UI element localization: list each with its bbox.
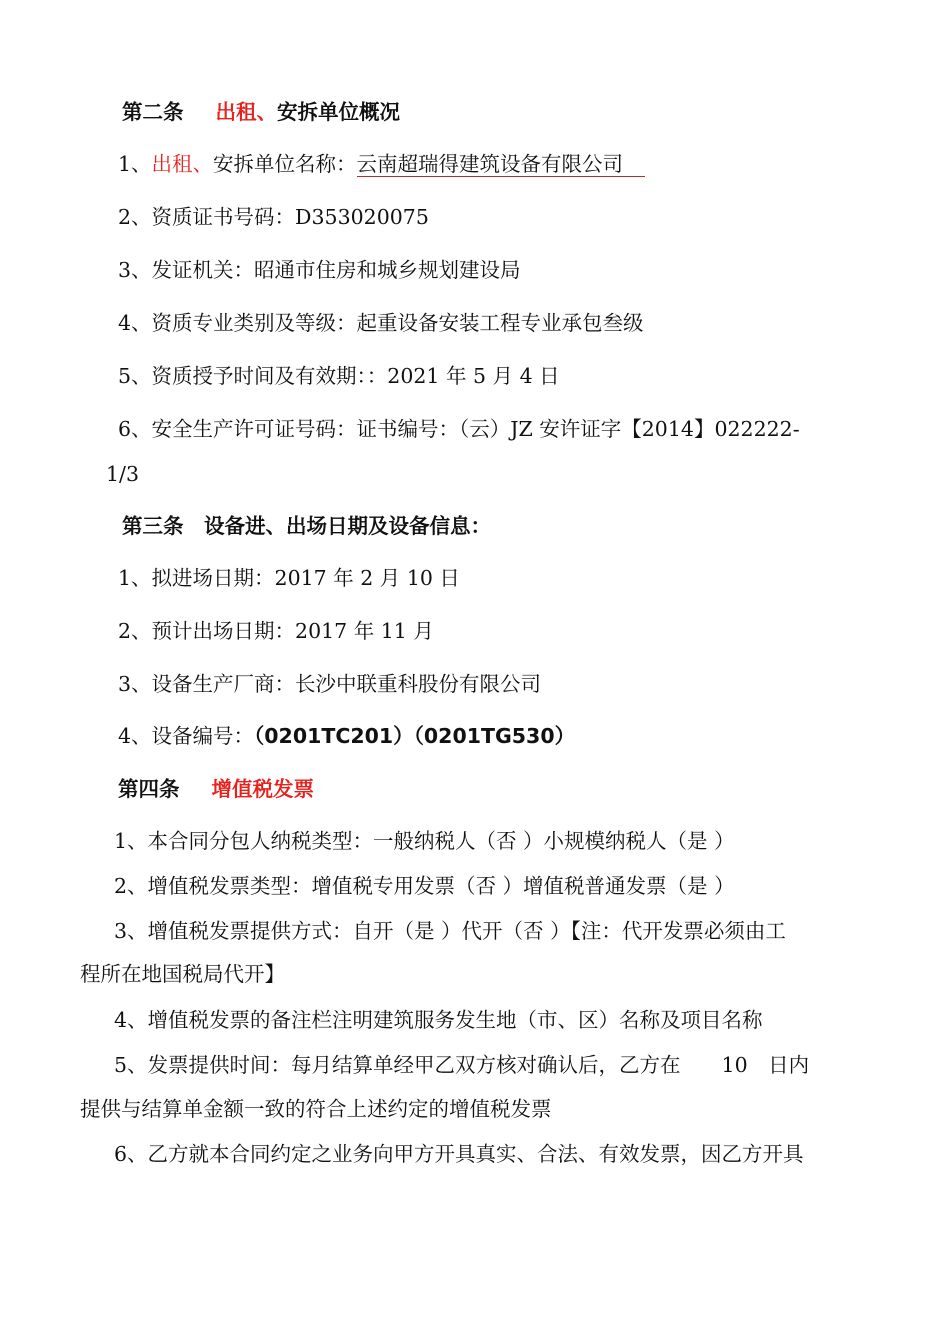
art4-item-2: 2、增值税发票类型：增值税专用发票（否 ）增值税普通发票（是 ） (114, 874, 735, 898)
article-2-heading (122, 98, 400, 126)
company-name-value: 云南超瑞得建筑设备有限公司 (357, 152, 646, 177)
art4-item-5-cont: 提供与结算单金额一致的符合上述约定的增值税发票 (80, 1097, 552, 1121)
art3-item-3: 3、设备生产厂商：长沙中联重科股份有限公司 (118, 672, 542, 696)
article-3-heading: 第三条 设备进、出场日期及设备信息： (122, 514, 491, 538)
art2-item-3: 3、发证机关：昭通市住房和城乡规划建设局 (118, 258, 521, 282)
art3-item-4 (118, 722, 575, 750)
article-4-title: 增值税发票 (211, 777, 314, 801)
article-4-number: 第四条 (118, 777, 180, 801)
article-2-number: 第二条 (122, 100, 184, 124)
art4-item-3: 3、增值税发票提供方式：自开（是 ）代开（否 ）【注：代开发票必须由工 (114, 919, 786, 943)
item-number: 1、 (118, 152, 152, 176)
art4-item-4: 4、增值税发票的备注栏注明建筑服务发生地（市、区）名称及项目名称 (114, 1008, 763, 1032)
art2-item-2: 2、资质证书号码：D353020075 (118, 205, 429, 229)
art4-item-6: 6、乙方就本合同约定之业务向甲方开具真实、合法、有效发票，因乙方开具 (114, 1142, 804, 1166)
art4-item-1: 1、本合同分包人纳税类型：一般纳税人（否 ）小规模纳税人（是 ） (114, 829, 735, 853)
art2-item-4: 4、资质专业类别及等级：起重设备安装工程专业承包叁级 (118, 311, 644, 335)
art3-item-1: 1、拟进场日期：2017 年 2 月 10 日 (118, 566, 460, 590)
item-red-text: 出租、 (151, 152, 214, 176)
equipment-number-value: （0201TC201）（0201TG530） (254, 724, 576, 748)
art2-item-6-cont: 1/3 (106, 462, 139, 486)
art2-item-1 (118, 150, 645, 178)
art3-item-2: 2、预计出场日期：2017 年 11 月 (118, 619, 434, 643)
item-label: 4、设备编号： (118, 724, 255, 748)
item-label: 安拆单位名称： (213, 152, 357, 176)
art2-item-6: 6、安全生产许可证号码：证书编号：（云）JZ 安许证字【2014】022222- (118, 417, 800, 441)
art4-item-5: 5、发票提供时间：每月结算单经甲乙双方核对确认后，乙方在 10 日内 (114, 1053, 810, 1077)
article-4-heading (118, 775, 314, 803)
art2-item-5: 5、资质授予时间及有效期：：2021 年 5 月 4 日 (118, 364, 560, 388)
article-2-title: 安拆单位概况 (277, 100, 400, 124)
art4-item-3-cont: 程所在地国税局代开】 (80, 962, 285, 986)
article-2-title-red: 出租、 (215, 100, 277, 124)
